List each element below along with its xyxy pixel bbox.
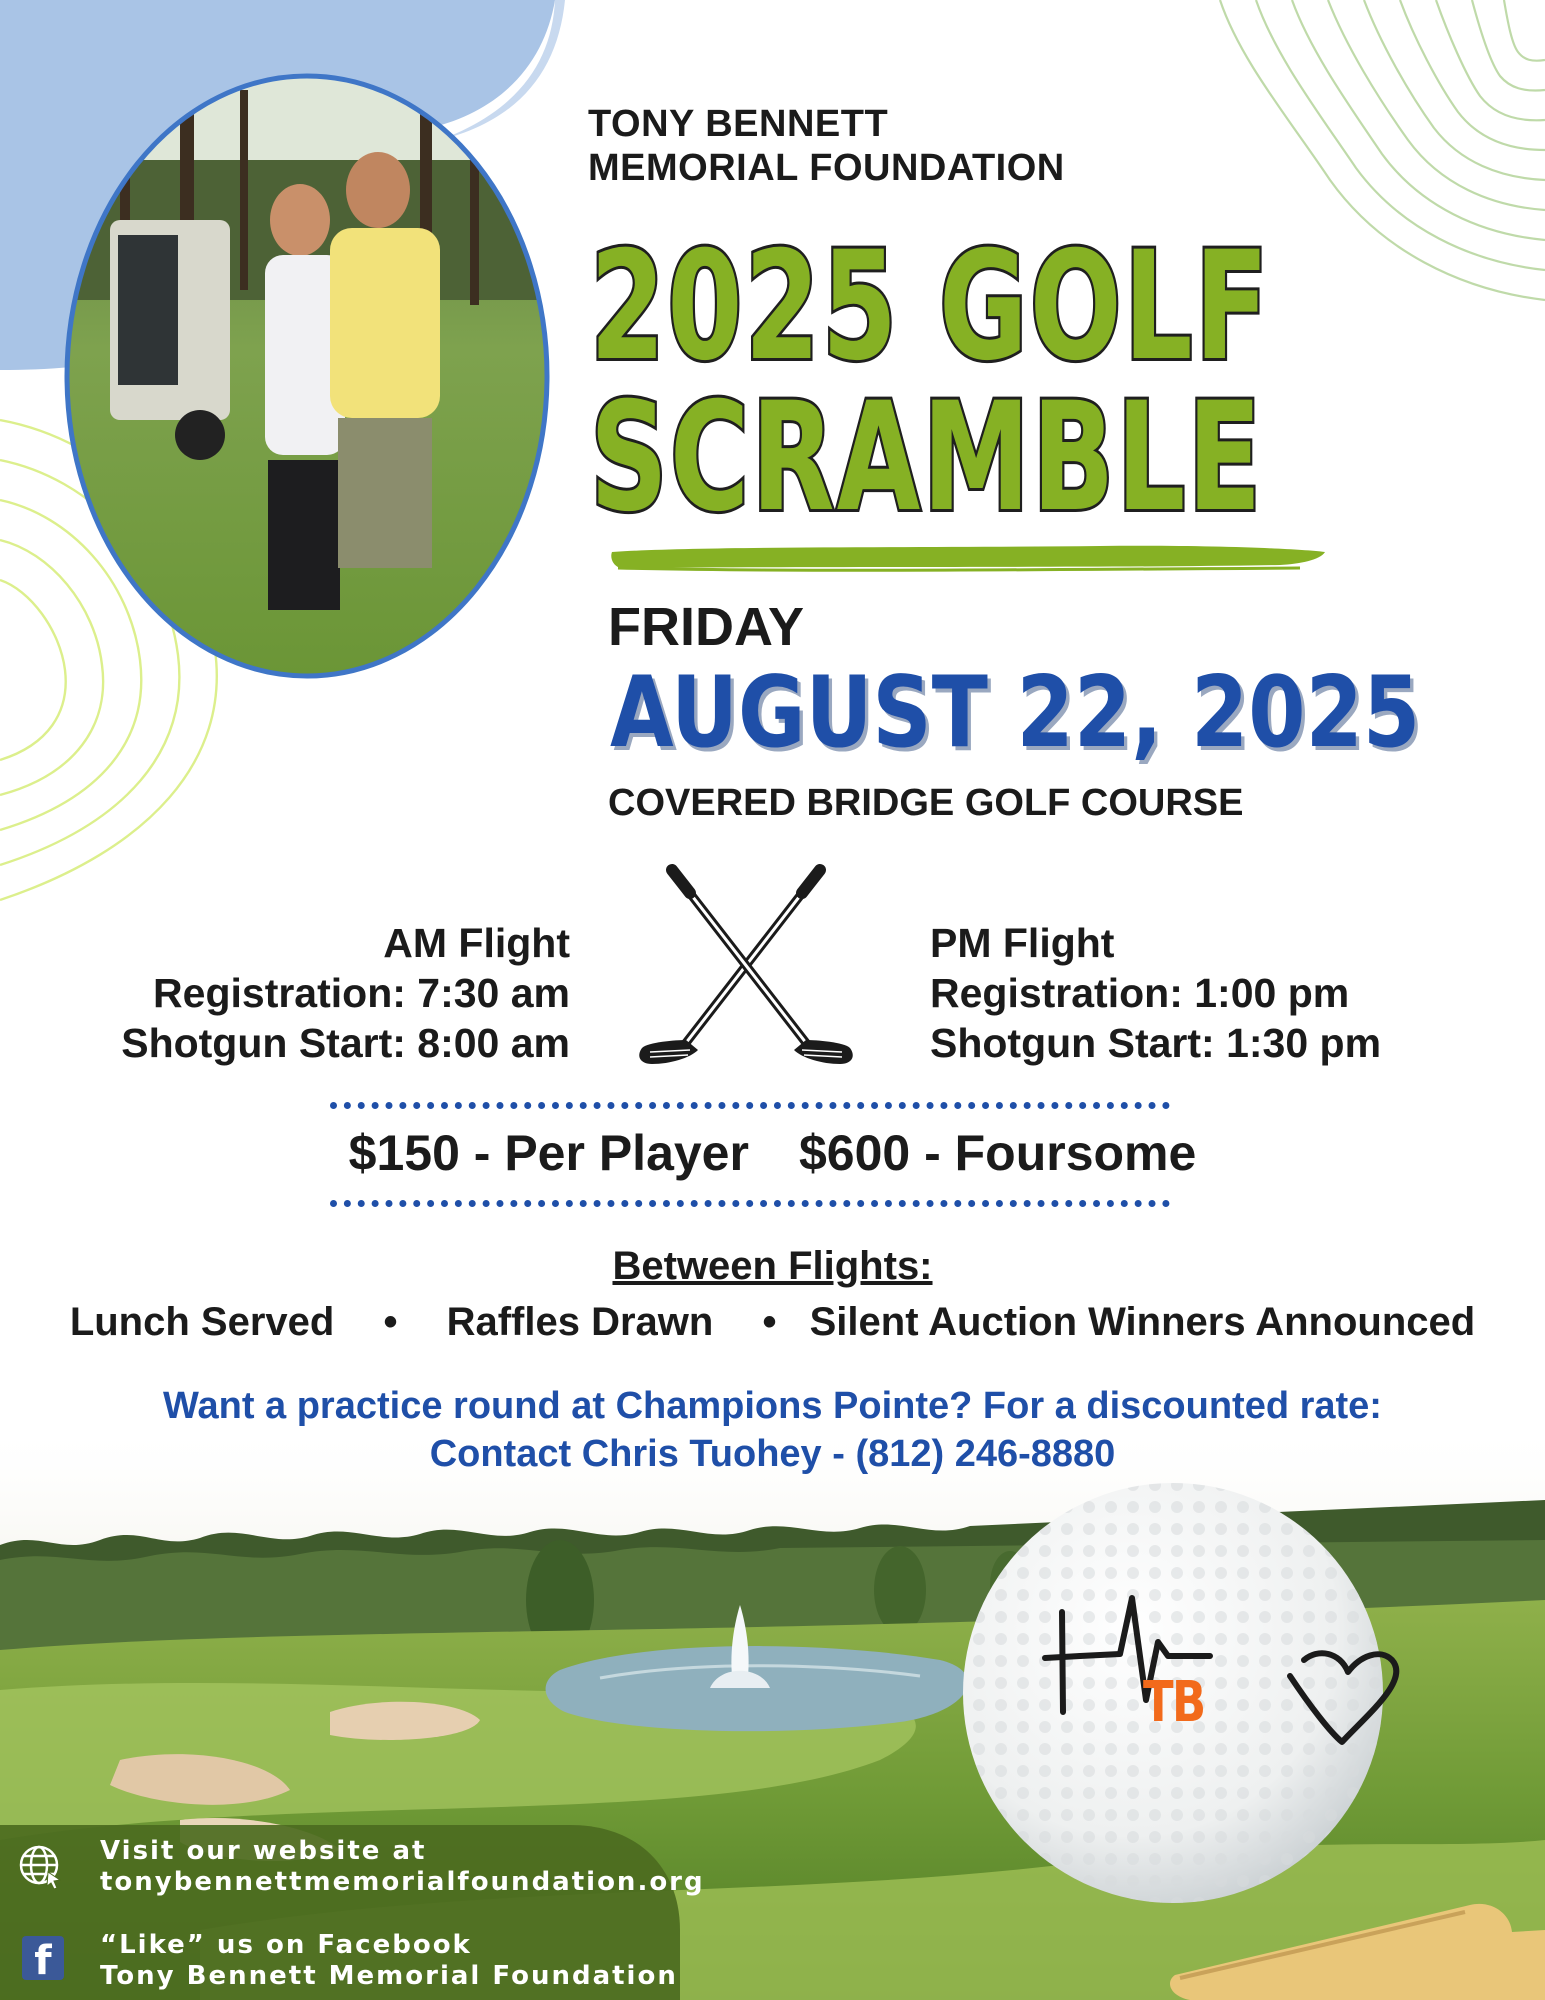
facebook-icon[interactable]: f bbox=[22, 1936, 64, 1980]
website-label: Visit our website at bbox=[100, 1836, 427, 1866]
between-flights-heading: Between Flights: bbox=[612, 1244, 933, 1288]
event-title-line-1: 2025 GOLF bbox=[590, 220, 1271, 394]
am-flight-registration: Registration: 7:30 am bbox=[153, 970, 570, 1016]
am-flight bbox=[121, 918, 570, 1068]
event-date: AUGUST 22, 2025 bbox=[610, 656, 1421, 770]
activity-raffles: Raffles Drawn bbox=[446, 1300, 714, 1344]
divider-top bbox=[330, 1102, 1170, 1109]
price-per-player: $150 - Per Player bbox=[348, 1125, 749, 1181]
pm-flight-registration: Registration: 1:00 pm bbox=[930, 970, 1350, 1016]
activity-lunch: Lunch Served bbox=[69, 1300, 335, 1344]
organization-line-2: MEMORIAL FOUNDATION bbox=[588, 147, 1065, 189]
practice-contact: Contact Chris Tuohey - (812) 246-8880 bbox=[429, 1433, 1116, 1475]
facebook-label: “Like” us on Facebook bbox=[100, 1930, 472, 1960]
foundation-logo-letters: TB bbox=[1143, 1670, 1205, 1735]
pricing bbox=[0, 1124, 1545, 1182]
separator-bullet-1: • bbox=[383, 1300, 398, 1344]
facebook-page-name[interactable]: Tony Bennett Memorial Foundation bbox=[100, 1961, 678, 1991]
practice-round-info bbox=[0, 1382, 1545, 1478]
event-venue: COVERED BRIDGE GOLF COURSE bbox=[608, 782, 1244, 824]
event-day: FRIDAY bbox=[608, 597, 805, 657]
practice-line-1: Want a practice round at Champions Pointe? For a discounted rate: bbox=[163, 1385, 1382, 1427]
pm-flight-title: PM Flight bbox=[930, 920, 1115, 966]
organization-name bbox=[588, 102, 1065, 190]
organization-line-1: TONY BENNETT bbox=[588, 103, 889, 145]
website-link[interactable]: tonybennettmemorialfoundation.org bbox=[100, 1867, 705, 1897]
am-flight-title: AM Flight bbox=[383, 920, 570, 966]
facebook-info bbox=[100, 1930, 678, 1992]
pm-flight-shotgun: Shotgun Start: 1:30 pm bbox=[930, 1020, 1382, 1066]
price-foursome: $600 - Foursome bbox=[798, 1125, 1197, 1181]
pm-flight bbox=[930, 918, 1381, 1068]
am-flight-shotgun: Shotgun Start: 8:00 am bbox=[121, 1020, 570, 1066]
event-title-line-2: SCRAMBLE bbox=[590, 371, 1264, 545]
between-flights-list bbox=[0, 1300, 1545, 1345]
activity-silent-auction: Silent Auction Winners Announced bbox=[809, 1300, 1476, 1344]
separator-bullet-2: • bbox=[762, 1300, 777, 1344]
crossed-golf-clubs-icon bbox=[672, 870, 820, 1048]
divider-bottom bbox=[330, 1200, 1170, 1207]
globe-cursor-icon bbox=[18, 1844, 64, 1890]
website-info bbox=[100, 1836, 705, 1898]
